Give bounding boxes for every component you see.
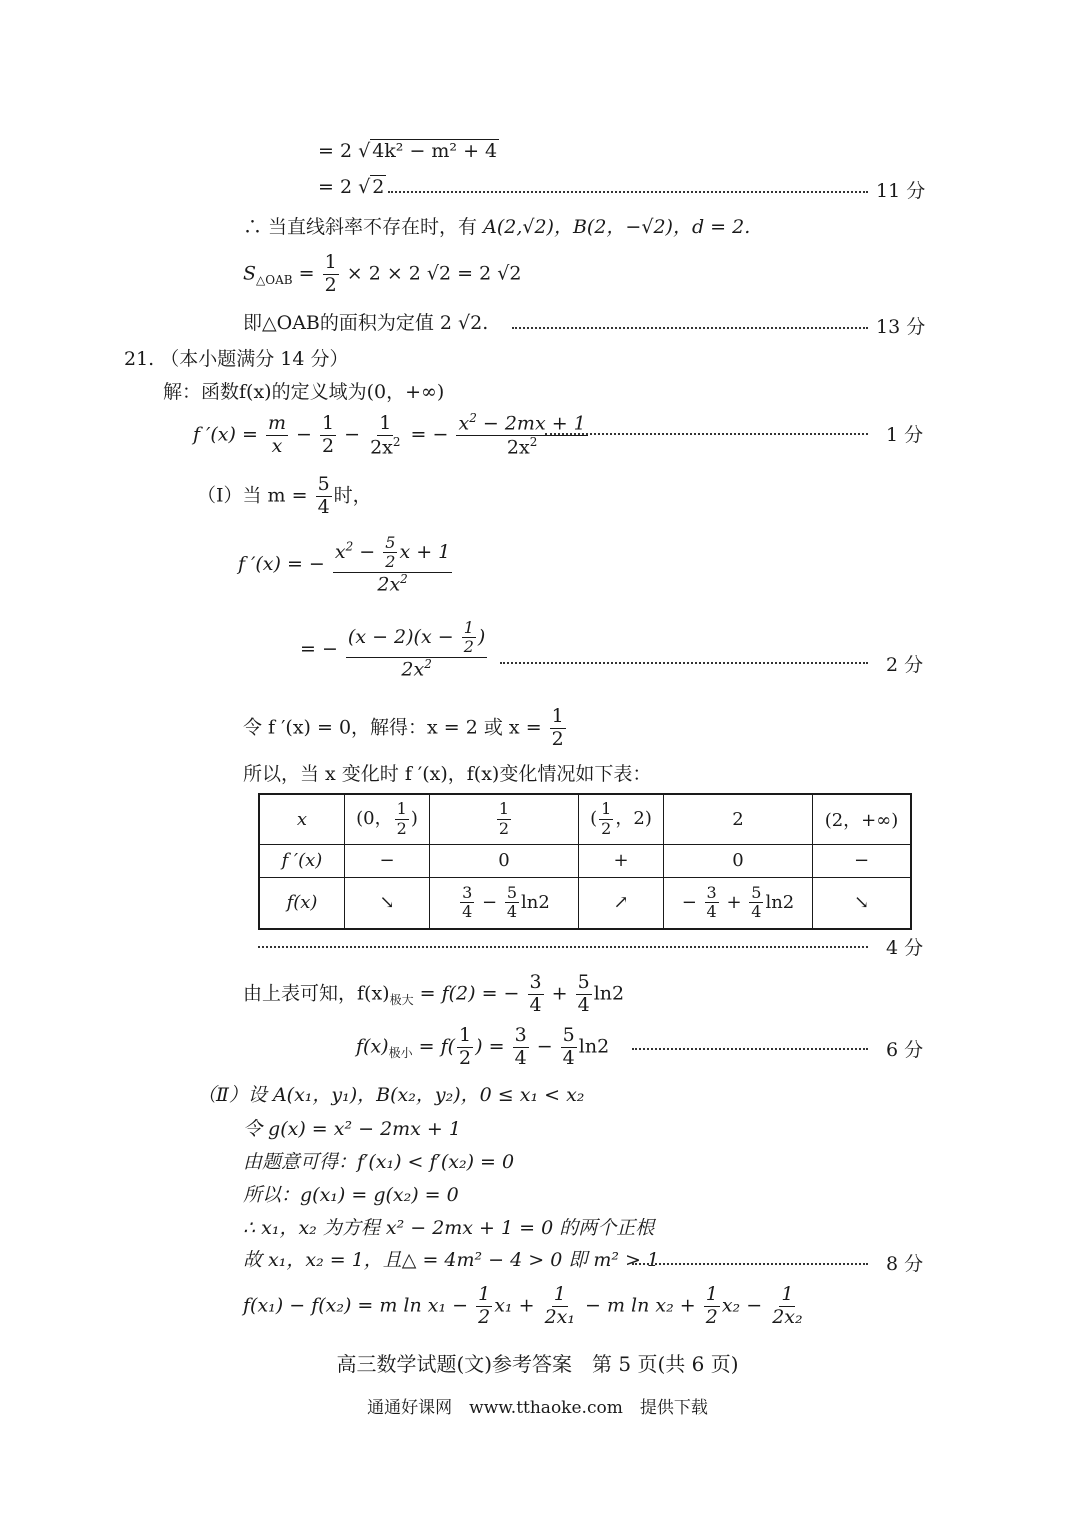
area-formula: $S_{\triangle OAB}$ = $\frac{1}{2}$ × 2 × 2 √2 = 2 √2 [243, 251, 522, 296]
decreasing-arrow-icon: ↘ [345, 877, 430, 929]
page-footer: 高三数学试题(文)参考答案 第 5 页(共 6 页) [336, 1352, 739, 1376]
question-21-heading: 21. （本小题满分 14 分） [124, 348, 349, 370]
slope-statement: ∴ 当直线斜率不存在时，有 A(2,√2)，B(2，−√2)，d = 2. [243, 216, 751, 238]
interval-2: ( $\frac{1}{2}$ ，2) [579, 794, 664, 844]
row-label-derivative: f ′(x) [259, 844, 345, 877]
derivative-formula: f ′(x) = $\frac{m}{x}$ − $\frac{1}{2}$ − $\frac{1}{2x^2}$ = − $\frac{x^2 - 2mx + 1}{2x^2}$ [193, 411, 586, 459]
table-row-x [259, 794, 911, 844]
part-2-line-2: 令 g(x) = x² − 2mx + 1 [243, 1118, 461, 1140]
table-row-derivative [259, 844, 911, 877]
sign-3: + [579, 844, 664, 877]
table-row-function [259, 877, 911, 929]
sign-4: 0 [664, 844, 813, 877]
min-value: $f(x)_{极小} = f$( $\frac{1}{2}$ ) = $\frac{3}{4}$ − $\frac{5}{4}$ ln2 [356, 1024, 610, 1069]
dot-leader-2 [500, 662, 868, 664]
part-2-line-6: 故 x₁，x₂ = 1，且△ = 4m² − 4 > 0 即 m² > 1 [243, 1249, 660, 1271]
interval-1: (0， $\frac{1}{2}$ ) [345, 794, 430, 844]
area-conclusion: 即△OAB的面积为定值 2 √2. [243, 312, 489, 334]
sign-2: 0 [430, 844, 579, 877]
equation-line-1: = 2 √ 4k² − m² + 4 [318, 140, 498, 162]
site-credit: 通通好课网 www.tthaoke.com 提供下载 [367, 1398, 708, 1418]
part-2-line-4: 所以：g(x₁) = g(x₂) = 0 [243, 1184, 459, 1206]
score-8: 8 分 [886, 1253, 924, 1275]
score-13: 13 分 [876, 316, 926, 338]
part-1-condition: （Ⅰ）当 m = $\frac{5}{4}$ 时， [197, 473, 372, 518]
domain-statement: 解：函数f(x)的定义域为(0，+∞) [163, 381, 445, 403]
dot-leader-11 [388, 191, 868, 193]
dot-leader-1 [545, 433, 868, 435]
row-label-x: x [259, 794, 345, 844]
max-value: 由上表可知，$f(x)_{极大} = f(2)$ = − $\frac{3}{4}$ + $\frac{5}{4}$ ln2 [243, 971, 625, 1016]
decreasing-arrow-icon-2: ↘ [813, 877, 912, 929]
dot-leader-13 [512, 327, 868, 329]
derivative-factored: = − (x − 2)(x − $\frac{1}{2}$ ) $2x^2$ [300, 618, 486, 681]
row-label-function: f(x) [259, 877, 345, 929]
variation-table [258, 793, 912, 930]
point-two: 2 [664, 794, 813, 844]
score-2: 2 分 [886, 654, 924, 676]
dot-leader-4 [258, 946, 868, 948]
dot-leader-8 [632, 1263, 868, 1265]
increasing-arrow-icon: ↗ [579, 877, 664, 929]
score-11: 11 分 [876, 180, 926, 202]
part-2-line-3: 由题意可得：f′(x₁) < f′(x₂) = 0 [243, 1151, 515, 1173]
point-half: $\frac{1}{2}$ [430, 794, 579, 844]
sign-1: − [345, 844, 430, 877]
score-1: 1 分 [886, 424, 924, 446]
equation-line-2: = 2 √ 2 [318, 176, 385, 198]
difference-formula: f(x₁) − f(x₂) = m ln x₁ − $\frac{1}{2}$ x₁ + $\frac{1}{\text{2x₁}}$ − m ln x₂ + $\frac{1}{2}$ x₂ − $\frac{1}{\text{2x₂}}$ [243, 1283, 803, 1328]
value-min: $\frac{3}{4}$ − $\frac{5}{4}$ ln2 [430, 877, 579, 929]
zero-solution: 令 f ′(x) = 0，解得：x = 2 或 x = $\frac{1}{2}$ [243, 705, 564, 750]
part-2-line-1: （Ⅱ）设 A(x₁，y₁)，B(x₂，y₂)，0 ≤ x₁ < x₂ [197, 1084, 585, 1106]
interval-3: (2，+∞) [813, 794, 912, 844]
score-4: 4 分 [886, 937, 924, 959]
table-intro: 所以，当 x 变化时 f ′(x)，f(x)变化情况如下表： [243, 763, 652, 785]
score-6: 6 分 [886, 1039, 924, 1061]
part-2-line-5: ∴ x₁，x₂ 为方程 x² − 2mx + 1 = 0 的两个正根 [243, 1217, 655, 1239]
dot-leader-6 [632, 1048, 868, 1050]
sign-5: − [813, 844, 912, 877]
sqrt-expression-1: 4k² − m² + 4 [372, 140, 498, 162]
derivative-substituted: f ′(x) = − $x^2$ − $\frac{5}{2}$ x + 1 $2x^2$ [238, 533, 451, 596]
value-max: − $\frac{3}{4}$ + $\frac{5}{4}$ ln2 [664, 877, 813, 929]
